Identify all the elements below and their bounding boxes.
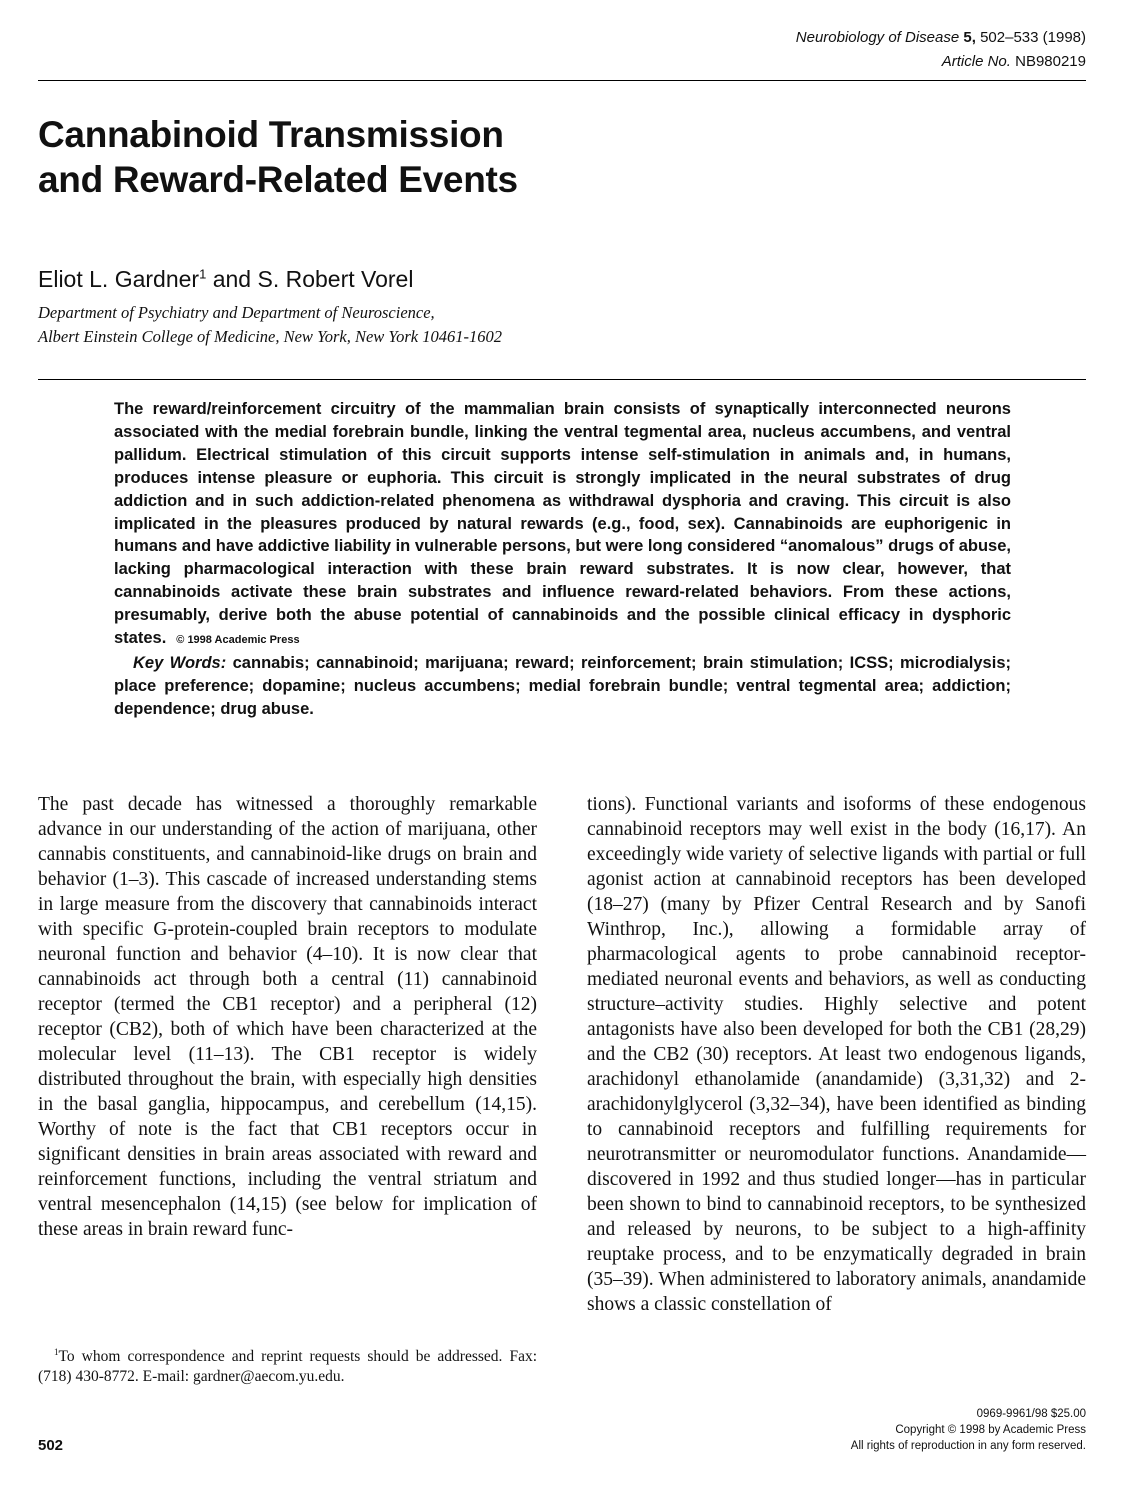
keywords-label: Key Words: [133,653,227,672]
body-paragraph-left: The past decade has witnessed a thoroughly remarkable advance in our understanding of the action of marijuana, other cannabis constituents, and cannabinoid-like drugs on brain and behavior (1–3). This cascade of increased understanding stems in large measure from the discovery that cannabinoids interact with specific G-protein-coupled brain receptors to modulate neuronal function and behavior (4–10). It is now clear that cannabinoids act through both a central (11) cannabinoid receptor (termed the CB1 receptor) and a peripheral (12) receptor (CB2), both of which have been characterized at the molecular level (11–13). The CB1 receptor is widely distributed throughout the brain, with especially high densities in the basal ganglia, hippocampus, and cerebellum (14,15). Worthy of note is the fact that CB1 receptors occur in significant densities in brain areas associated with reward and reinforcement functions, including the ventral striatum and ventral mesencephalon (14,15) (see below for implication of these areas in brain reward func- [38,794,537,1240]
author-first: Eliot L. Gardner [38,266,200,292]
footnote-marker: 1 [54,1347,59,1357]
body-column-right [587,792,1086,1317]
author-rest: and S. Robert Vorel [206,266,414,292]
body-paragraph-right: tions). Functional variants and isoforms of these endogenous cannabinoid receptors may well exist in the body (16,17). An exceedingly wide variety of selective ligands with partial or full agonist action at cannabinoid receptors has been developed (18–27) (many by Pfizer Central Research and by Sanofi Winthrop, Inc.), allowing a formidable array of pharmacological agents to probe cannabinoid receptor-mediated neuronal events and behaviors, as well as conducting structure–activity studies. Highly selective and potent antagonists have also been developed for both the CB1 (28,29) and the CB2 (30) receptors. At least two endogenous ligands, arachidonyl ethanolamide (anandamide) (3,31,32) and 2-arachidonylglycerol (3,32–34), have been identified as binding to cannabinoid receptors and fulfilling requirements for neurotransmitter or neuromodulator functions. Anandamide—discovered in 1992 and thus studied longer—has in particular been shown to bind to cannabinoid receptors, to be synthesized and released by neurons, to be subject to a high-affinity reuptake process, and to be enzymatically degraded in brain (35–39). When administered to laboratory animals, anandamide shows a classic constellation of [587,794,1086,1315]
article-number-line [796,50,1086,74]
article-title [38,112,518,202]
keywords [114,652,1011,721]
affiliation [38,301,502,349]
abstract-divider [38,379,1086,380]
journal-header [796,26,1086,74]
footer-copyright: Copyright © 1998 by Academic Press [895,1424,1086,1436]
article-number-label: Article No. [941,53,1011,70]
journal-volume: 5, [963,29,976,46]
title-line-2: and Reward-Related Events [38,159,518,200]
affiliation-line-1: Department of Psychiatry and Department of Neuroscience, [38,303,435,322]
footnote-text: To whom correspondence and reprint requests should be addressed. Fax: (718) 430-8772. E-mail: gardner@aecom.yu.edu. [38,1348,537,1386]
title-line-1: Cannabinoid Transmission [38,114,504,155]
journal-citation [796,26,1086,50]
keywords-list: cannabis; cannabinoid; marijuana; reward; reinforcement; brain stimulation; ICSS; microdialysis; place preference; dopamine; nucleus accumbens; medial forebrain bundle; ventral tegmental area; addiction; dependence; drug abuse. [114,653,1011,718]
abstract-copyright: © 1998 Academic Press [176,634,300,647]
page-number: 502 [38,1437,64,1454]
abstract-paragraph [114,398,1011,652]
copyright-footer [851,1406,1086,1454]
journal-pages-year: 502–533 (1998) [975,29,1086,46]
footnote [38,1342,537,1387]
abstract [114,398,1011,721]
body-column-left [38,792,537,1242]
header-divider [38,80,1086,81]
affiliation-line-2: Albert Einstein College of Medicine, New York, New York 10461-1602 [38,327,502,346]
abstract-text: The reward/reinforcement circuitry of the mammalian brain consists of synaptically interconnected neurons associated with the medial forebrain bundle, linking the ventral tegmental area, nucleus accumbens, and ventral pallidum. Electrical stimulation of this circuit supports intense self-stimulation in animals and, in humans, produces intense pleasure or euphoria. This circuit is strongly implicated in the neural substrates of drug addiction and in such addiction-related phenomena as withdrawal dysphoria and craving. This circuit is also implicated in the pleasures produced by natural rewards (e.g., food, sex). Cannabinoids are euphorigenic in humans and have addictive liability in vulnerable persons, but were long considered “anomalous” drugs of abuse, lacking pharmacological interaction with these brain reward substrates. It is now clear, however, that cannabinoids activate these brain substrates and influence reward-related behaviors. From these actions, presumably, derive both the abuse potential of cannabinoids and the possible clinical efficacy in dysphoric states. [114,400,1011,648]
author-list [38,266,413,293]
article-number: NB980219 [1010,53,1086,70]
journal-name: Neurobiology of Disease [795,29,960,46]
author-footnote-marker: 1 [199,266,207,282]
footer-rights: All rights of reproduction in any form reserved. [850,1440,1086,1452]
footer-price: 0969-9961/98 $25.00 [976,1408,1086,1420]
